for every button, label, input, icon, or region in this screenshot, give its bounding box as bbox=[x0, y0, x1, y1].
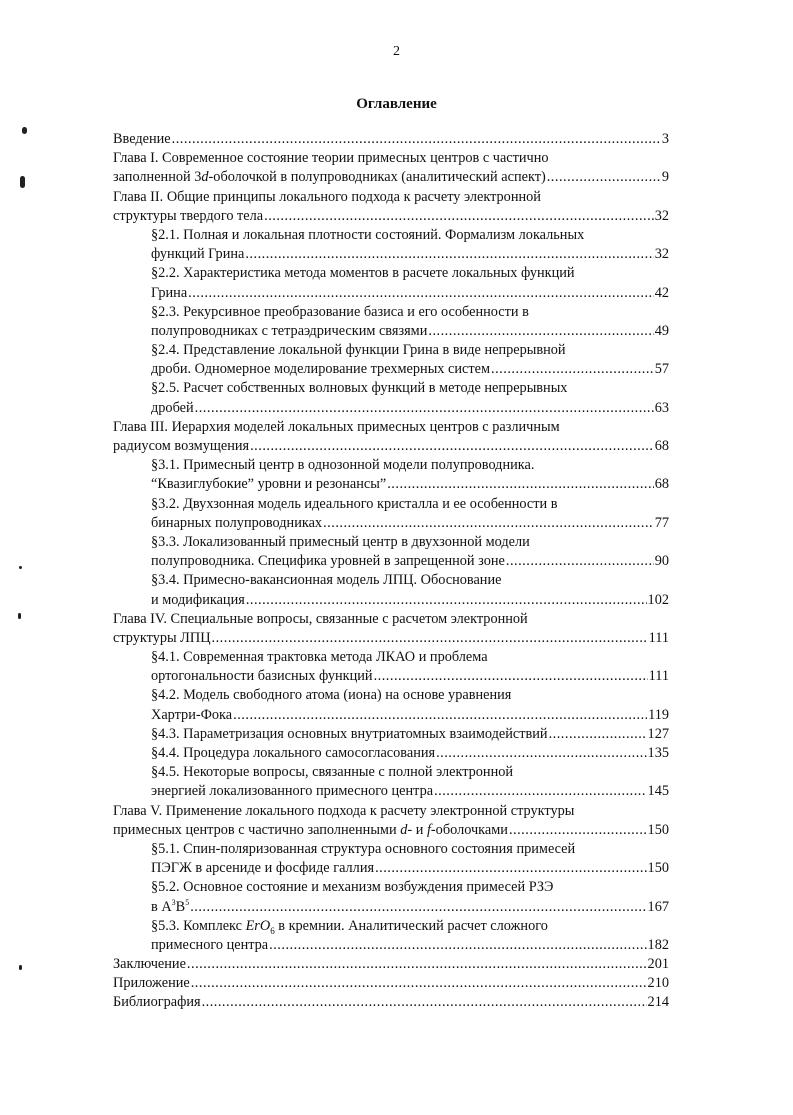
toc-entry-chapter-3[interactable]: Глава III. Иерархия моделей локальных примесных центров с различным bbox=[113, 418, 560, 435]
scan-mark bbox=[19, 566, 22, 569]
toc-entry-chapter-1-cont[interactable]: заполненной 3d-оболочкой в полупроводниках (аналитический аспект) ..... 9 bbox=[113, 168, 669, 187]
toc-entry-section-5-3-cont[interactable]: примесного центра ..... 182 bbox=[113, 936, 669, 955]
toc-entry-section-4-1[interactable]: §4.1. Современная трактовка метода ЛКАО и проблема bbox=[151, 649, 488, 666]
page-number: 2 bbox=[393, 44, 400, 59]
toc-entry-section-4-2-cont[interactable]: Хартри-Фока ..... 119 bbox=[113, 706, 669, 725]
toc-entry-intro[interactable]: Введение ..... 3 bbox=[113, 130, 669, 149]
toc-entry-section-2-2[interactable]: §2.2. Характеристика метода моментов в расчете локальных функций bbox=[151, 265, 575, 282]
scan-mark bbox=[22, 127, 27, 134]
toc-entry-section-2-5-cont[interactable]: дробей ..... 63 bbox=[113, 399, 669, 418]
toc-entry-section-3-3-cont[interactable]: полупроводника. Специфика уровней в запрещенной зоне ..... 90 bbox=[113, 552, 669, 571]
toc-entry-chapter-4-cont[interactable]: структуры ЛПЦ ..... 111 bbox=[113, 629, 669, 648]
toc-entry-section-3-4-cont[interactable]: и модификация ..... 102 bbox=[113, 591, 669, 610]
toc-entry-section-3-3[interactable]: §3.3. Локализованный примесный центр в двухзонной модели bbox=[151, 533, 530, 550]
toc-entry-section-3-1[interactable]: §3.1. Примесный центр в однозонной модели полупроводника. bbox=[151, 457, 535, 474]
toc-entry-section-2-2-cont[interactable]: Грина ..... 42 bbox=[113, 284, 669, 303]
scan-mark bbox=[19, 965, 22, 970]
toc-entry-section-3-2-cont[interactable]: бинарных полупроводниках ..... 77 bbox=[113, 514, 669, 533]
toc-entry-section-5-2[interactable]: §5.2. Основное состояние и механизм возбуждения примесей РЗЭ bbox=[151, 879, 554, 896]
toc-entry-chapter-3-cont[interactable]: радиусом возмущения ..... 68 bbox=[113, 437, 669, 456]
toc-entry-chapter-2-cont[interactable]: структуры твердого тела ..... 32 bbox=[113, 207, 669, 226]
toc-entry-chapter-1[interactable]: Глава I. Современное состояние теории примесных центров с частично bbox=[113, 150, 549, 167]
toc-entry-section-2-4-cont[interactable]: дроби. Одномерное моделирование трехмерных систем ..... 57 bbox=[113, 360, 669, 379]
toc-entry-section-2-1-cont[interactable]: функций Грина ..... 32 bbox=[113, 245, 669, 264]
toc-entry-section-3-4[interactable]: §3.4. Примесно-вакансионная модель ЛПЦ. Обоснование bbox=[151, 572, 502, 589]
toc-entry-chapter-5[interactable]: Глава V. Применение локального подхода к расчету электронной структуры bbox=[113, 802, 575, 819]
toc-entry-section-2-1[interactable]: §2.1. Полная и локальная плотности состояний. Формализм локальных bbox=[151, 226, 585, 243]
toc-entry-section-2-5[interactable]: §2.5. Расчет собственных волновых функций в методе непрерывных bbox=[151, 380, 568, 397]
toc-entry-section-4-5[interactable]: §4.5. Некоторые вопросы, связанные с полной электронной bbox=[151, 764, 514, 781]
toc-entry-section-2-3-cont[interactable]: полупроводниках с тетраэдрическим связями ..... 49 bbox=[113, 322, 669, 341]
toc-entry-appendix[interactable]: Приложение ..... 210 bbox=[113, 974, 669, 993]
table-of-contents bbox=[113, 130, 669, 1013]
toc-entry-section-5-3[interactable]: §5.3. Комплекс ErO$_6$ в кремнии. Аналитический расчет сложного bbox=[151, 917, 548, 936]
toc-entry-section-2-4[interactable]: §2.4. Представление локальной функции Грина в виде непрерывной bbox=[151, 342, 566, 359]
toc-entry-conclusion[interactable]: Заключение ..... 201 bbox=[113, 955, 669, 974]
scan-mark bbox=[18, 613, 21, 619]
toc-entry-section-4-1-cont[interactable]: ортогональности базисных функций ..... 111 bbox=[113, 667, 669, 686]
toc-entry-section-5-1-cont[interactable]: ПЭГЖ в арсениде и фосфиде галлия ..... 150 bbox=[113, 859, 669, 878]
toc-entry-section-4-5-cont[interactable]: энергией локализованного примесного центра ..... 145 bbox=[113, 782, 669, 801]
toc-entry-section-2-3[interactable]: §2.3. Рекурсивное преобразование базиса и его особенности в bbox=[151, 303, 529, 320]
toc-entry-chapter-5-cont[interactable]: примесных центров с частично заполненными d- и f-оболочками ..... 150 bbox=[113, 821, 669, 840]
toc-entry-section-5-1[interactable]: §5.1. Спин-поляризованная структура основного состояния примесей bbox=[151, 840, 576, 857]
toc-entry-chapter-4[interactable]: Глава IV. Специальные вопросы, связанные с расчетом электронной bbox=[113, 610, 528, 627]
toc-entry-section-4-2[interactable]: §4.2. Модель свободного атома (иона) на основе уравнения bbox=[151, 687, 512, 704]
toc-entry-section-3-1-cont[interactable]: “Квазиглубокие” уровни и резонансы” ..... 68 bbox=[113, 475, 669, 494]
toc-entry-chapter-2[interactable]: Глава II. Общие принципы локального подхода к расчету электронной bbox=[113, 188, 541, 205]
toc-entry-section-3-2[interactable]: §3.2. Двухзонная модель идеального кристалла и ее особенности в bbox=[151, 495, 558, 512]
toc-entry-section-4-3[interactable]: §4.3. Параметризация основных внутриатомных взаимодействий ..... 127 bbox=[113, 725, 669, 744]
toc-entry-bibliography[interactable]: Библиография ..... 214 bbox=[113, 993, 669, 1012]
toc-entry-section-5-2-cont[interactable]: в $A^3B^5$ ..... 167 bbox=[113, 898, 669, 917]
toc-entry-section-4-4[interactable]: §4.4. Процедура локального самосогласования ..... 135 bbox=[113, 744, 669, 763]
scan-mark bbox=[20, 176, 25, 188]
toc-title: Оглавление bbox=[356, 96, 437, 112]
